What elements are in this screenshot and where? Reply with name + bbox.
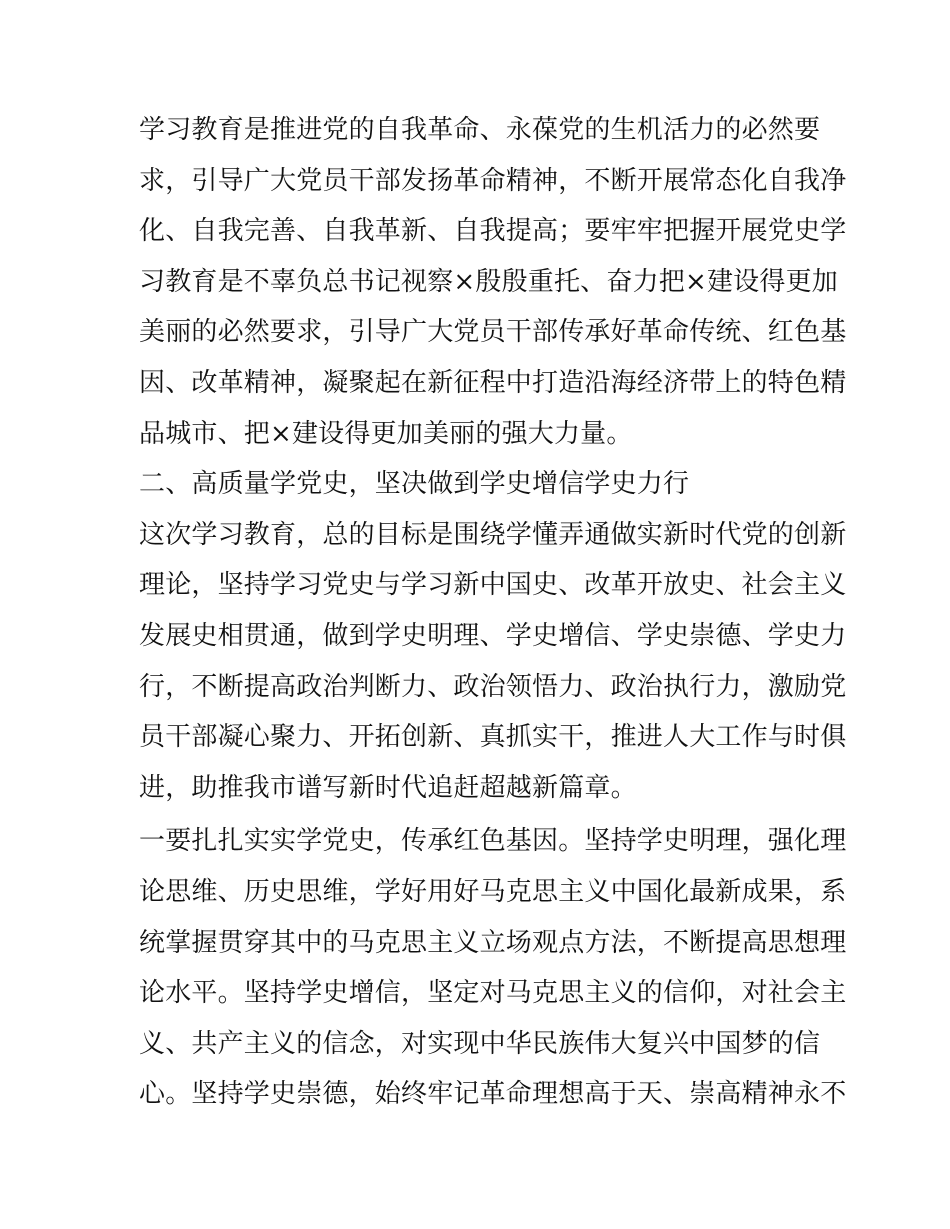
text-line: 化、自我完善、自我革新、自我提高；要牢牢把握开展党史学 bbox=[139, 216, 847, 247]
text-line: 论水平。坚持学史增信，坚定对马克思主义的信仰，对社会主 bbox=[139, 978, 847, 1009]
text-line: 一要扎扎实实学党史，传承红色基因。坚持学史明理，强化理 bbox=[139, 826, 847, 857]
text-line: 理论，坚持学习党史与学习新中国史、改革开放史、社会主义 bbox=[139, 570, 847, 601]
text-line: 员干部凝心聚力、开拓创新、真抓实干，推进人大工作与时俱 bbox=[139, 722, 847, 753]
text-line: 学习教育是推进党的自我革命、永葆党的生机活力的必然要 bbox=[139, 115, 821, 145]
text-line: 美丽的必然要求，引导广大党员干部传承好革命传统、红色基 bbox=[139, 317, 847, 348]
text-line: 因、改革精神，凝聚起在新征程中打造沿海经济带上的特色精 bbox=[139, 367, 847, 398]
text-line: 求，引导广大党员干部发扬革命精神，不断开展常态化自我净 bbox=[139, 165, 847, 196]
text-line: 行，不断提高政治判断力、政治领悟力、政治执行力，激励党 bbox=[139, 671, 847, 702]
text-line: 统掌握贯穿其中的马克思主义立场观点方法，不断提高思想理 bbox=[139, 927, 847, 958]
body-text bbox=[139, 105, 847, 1120]
text-line: 这次学习教育，总的目标是围绕学懂弄通做实新时代党的创新 bbox=[139, 519, 847, 550]
text-line: 发展史相贯通，做到学史明理、学史增信、学史崇德、学史力 bbox=[139, 620, 847, 651]
text-line: 习教育是不辜负总书记视察×殷殷重托、奋力把×建设得更加 bbox=[139, 266, 838, 297]
text-line: 进，助推我市谱写新时代追赶超越新篇章。 bbox=[139, 772, 637, 803]
text-line: 心。坚持学史崇德，始终牢记革命理想高于天、崇高精神永不 bbox=[139, 1079, 847, 1110]
section-heading: 二、高质量学党史，坚决做到学史增信学史力行 bbox=[139, 469, 690, 500]
text-line: 义、共产主义的信念，对实现中华民族伟大复兴中国梦的信 bbox=[139, 1028, 821, 1059]
text-line: 论思维、历史思维，学好用好马克思主义中国化最新成果，系 bbox=[139, 876, 847, 907]
text-line: 品城市、把×建设得更加美丽的强大力量。 bbox=[139, 418, 633, 449]
